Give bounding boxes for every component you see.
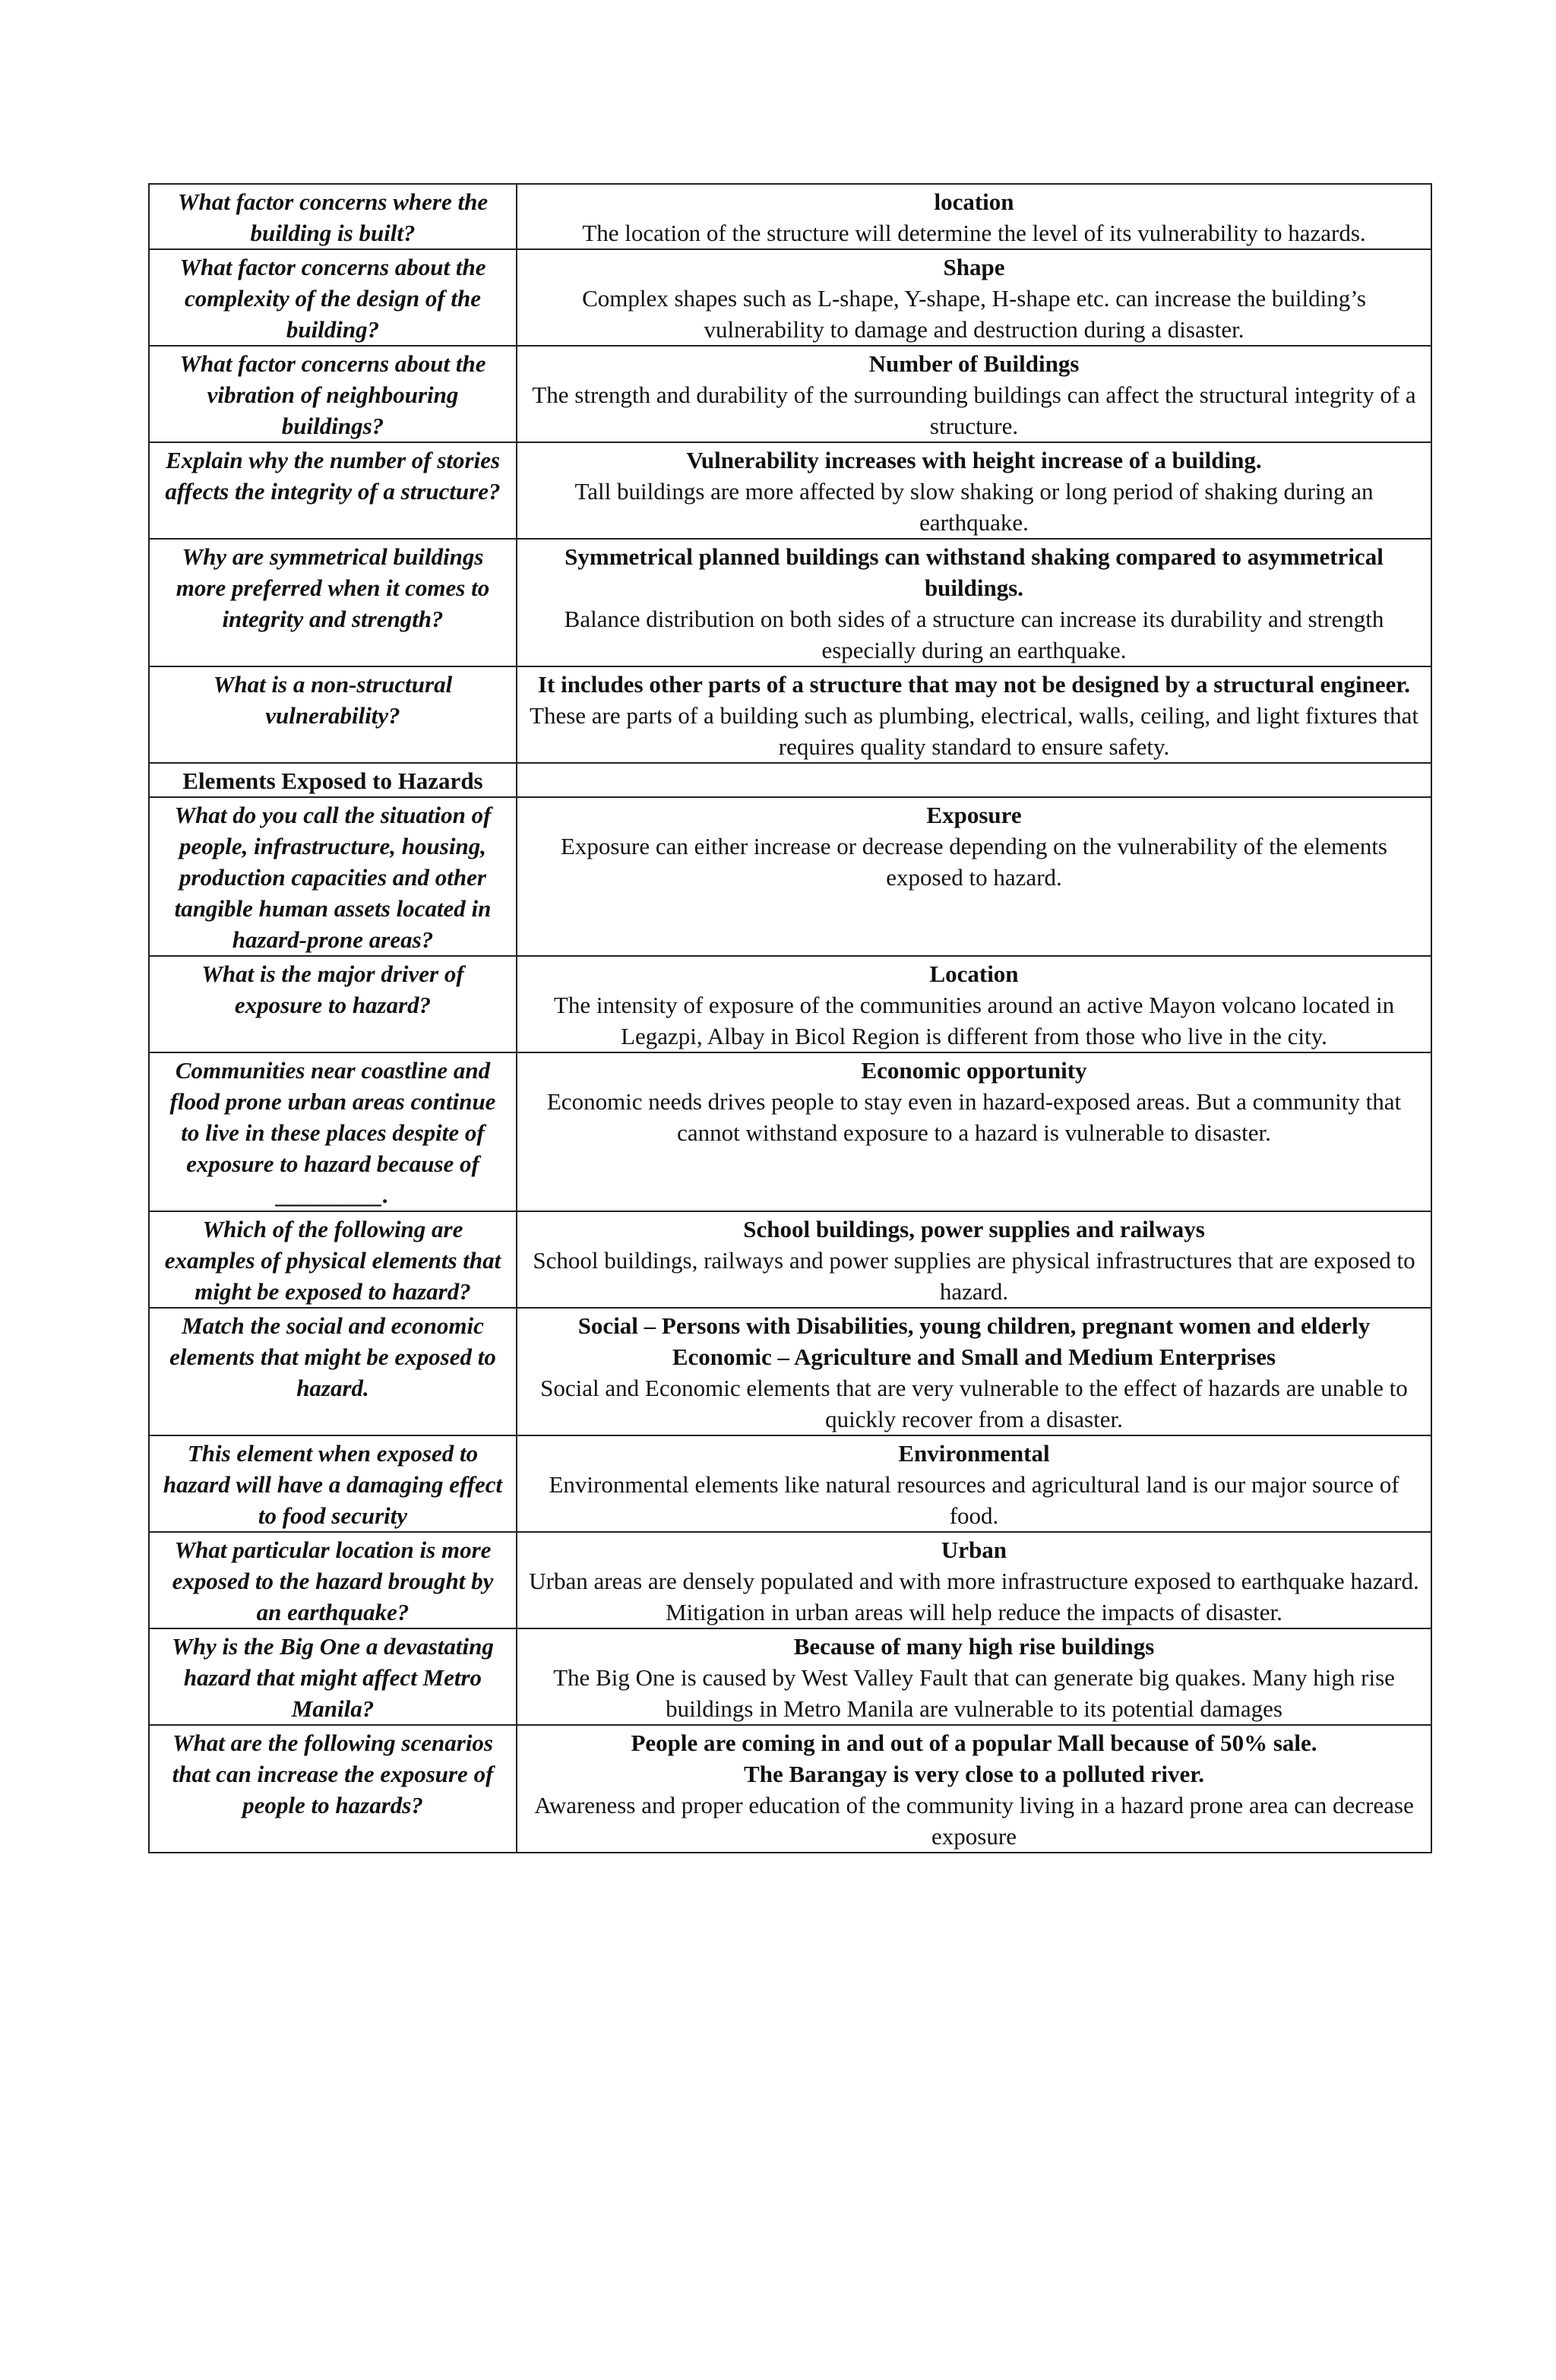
answer-key: Urban (941, 1537, 1007, 1563)
answer-explanation: The intensity of exposure of the communities around an active Mayon volcano located in Legazpi, Albay in Bicol Region is different from those who live in the city. (553, 992, 1395, 1049)
question-cell: What do you call the situation of people, infrastructure, housing, production capacities and other tangible human assets located in hazard-prone areas? (149, 797, 517, 956)
table-row (149, 1308, 1431, 1435)
answer-explanation: Urban areas are densely populated and with more infrastructure exposed to earthquake hazard. Mitigation in urban areas will help reduce the impacts of disaster. (529, 1568, 1419, 1625)
answer-explanation: Complex shapes such as L-shape, Y-shape, H-shape etc. can increase the building’s vulnerability to damage and destruction during a disaster. (582, 285, 1366, 343)
answer-explanation: Social and Economic elements that are very vulnerable to the effect of hazards are unable to quickly recover from a disaster. (540, 1375, 1408, 1432)
table-row (149, 539, 1431, 666)
answer-key: Vulnerability increases with height increase of a building. (686, 447, 1262, 473)
question-cell: Why is the Big One a devastating hazard that might affect Metro Manila? (149, 1628, 517, 1725)
answer-explanation: Awareness and proper education of the community living in a hazard prone area can decrease exposure (534, 1792, 1414, 1850)
answer-cell (517, 346, 1431, 442)
question-cell: What factor concerns about the vibration of neighbouring buildings? (149, 346, 517, 442)
answer-key: Because of many high rise buildings (793, 1633, 1155, 1660)
question-cell: What particular location is more exposed to the hazard brought by an earthquake? (149, 1532, 517, 1628)
question-cell: Which of the following are examples of physical elements that might be exposed to hazard? (149, 1211, 517, 1308)
answer-cell (517, 539, 1431, 666)
answer-explanation: The Big One is caused by West Valley Fault that can generate big quakes. Many high rise buildings in Metro Manila are vulnerable to its potential damages (553, 1664, 1395, 1722)
answer-key: Economic – Agriculture and Small and Medium Enterprises (672, 1343, 1276, 1370)
answer-cell (517, 797, 1431, 956)
question-cell: What factor concerns about the complexity of the design of the building? (149, 249, 517, 346)
table-row (149, 1211, 1431, 1308)
answer-cell (517, 1725, 1431, 1853)
question-cell: What are the following scenarios that can increase the exposure of people to hazards? (149, 1725, 517, 1853)
answer-key: School buildings, power supplies and railways (743, 1216, 1205, 1242)
table-row (149, 956, 1431, 1052)
table-row (149, 1532, 1431, 1628)
answer-explanation: The location of the structure will determine the level of its vulnerability to hazards. (582, 220, 1366, 246)
answer-key: Symmetrical planned buildings can withstand shaking compared to asymmetrical buildings. (565, 543, 1384, 601)
table-row (149, 666, 1431, 763)
answer-cell (517, 442, 1431, 539)
table-row (149, 1435, 1431, 1532)
answer-key: It includes other parts of a structure that may not be designed by a structural engineer. (537, 671, 1411, 698)
section-heading-cell: Elements Exposed to Hazards (149, 763, 517, 797)
answer-key: Number of Buildings (868, 350, 1080, 377)
answer-cell (517, 1052, 1431, 1211)
question-cell: This element when exposed to hazard will have a damaging effect to food security (149, 1435, 517, 1532)
answer-cell (517, 1435, 1431, 1532)
answer-explanation: Economic needs drives people to stay even in hazard-exposed areas. But a community that cannot withstand exposure to a hazard is vulnerable to disaster. (546, 1088, 1402, 1146)
question-cell: What factor concerns where the building is built? (149, 184, 517, 249)
table-row (149, 797, 1431, 956)
answer-explanation: Environmental elements like natural resources and agricultural land is our major source of food. (549, 1471, 1399, 1529)
answer-cell (517, 1211, 1431, 1308)
answer-key: Shape (943, 254, 1005, 280)
question-cell: Match the social and economic elements that might be exposed to hazard. (149, 1308, 517, 1435)
table-row (149, 249, 1431, 346)
answer-explanation: Exposure can either increase or decrease depending on the vulnerability of the elements exposed to hazard. (561, 833, 1387, 891)
answer-explanation: Tall buildings are more affected by slow shaking or long period of shaking during an earthquake. (574, 478, 1374, 536)
answer-cell (517, 956, 1431, 1052)
answer-cell (517, 1308, 1431, 1435)
answer-cell (517, 763, 1431, 797)
answer-cell (517, 666, 1431, 763)
question-cell: Explain why the number of stories affects the integrity of a structure? (149, 442, 517, 539)
answer-explanation: School buildings, railways and power supplies are physical infrastructures that are exposed to hazard. (533, 1247, 1415, 1305)
question-cell: What is the major driver of exposure to hazard? (149, 956, 517, 1052)
table-row (149, 1725, 1431, 1853)
answer-explanation: The strength and durability of the surrounding buildings can affect the structural integrity of a structure. (532, 381, 1416, 439)
qa-table-body (149, 184, 1431, 1853)
answer-cell (517, 184, 1431, 249)
table-row (149, 346, 1431, 442)
answer-key: Social – Persons with Disabilities, young children, pregnant women and elderly (577, 1312, 1371, 1339)
answer-cell (517, 249, 1431, 346)
table-row (149, 442, 1431, 539)
answer-key: People are coming in and out of a popular Mall because of 50% sale. (631, 1730, 1317, 1756)
table-row (149, 1628, 1431, 1725)
qa-table (148, 183, 1432, 1853)
answer-cell (517, 1532, 1431, 1628)
answer-key: Environmental (898, 1440, 1050, 1467)
question-cell: What is a non-structural vulnerability? (149, 666, 517, 763)
answer-cell (517, 1628, 1431, 1725)
answer-key: Economic opportunity (861, 1057, 1087, 1084)
answer-key: location (934, 188, 1014, 215)
answer-explanation: Balance distribution on both sides of a structure can increase its durability and strength especially during an earthquake. (564, 606, 1384, 663)
table-row (149, 1052, 1431, 1211)
answer-key: Location (929, 961, 1019, 987)
answer-key: Exposure (926, 802, 1022, 828)
question-cell: Communities near coastline and flood prone urban areas continue to live in these places despite of exposure to hazard because of _________. (149, 1052, 517, 1211)
answer-explanation: These are parts of a building such as plumbing, electrical, walls, ceiling, and light fixtures that requires quality standard to ensure safety. (530, 702, 1418, 760)
table-row (149, 763, 1431, 797)
table-row (149, 184, 1431, 249)
question-cell: Why are symmetrical buildings more preferred when it comes to integrity and strength? (149, 539, 517, 666)
answer-key: The Barangay is very close to a polluted river. (744, 1761, 1204, 1787)
